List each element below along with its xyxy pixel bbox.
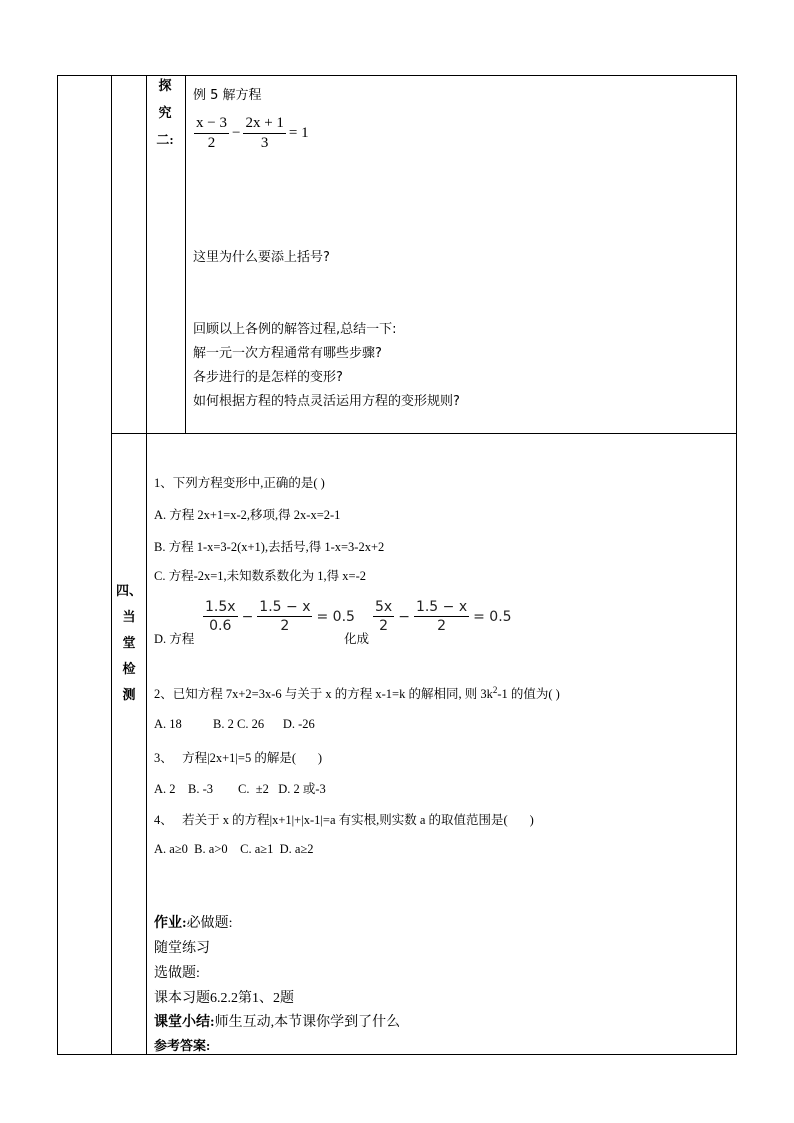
question-4-stem: 4、 若关于 x 的方程|x+1|+|x-1|=a 有实根,则实数 a 的取值范围是( ) bbox=[154, 813, 534, 827]
question-2-text-before: 2、已知方程 7x+2=3x-6 与关于 x 的方程 x-1=k 的解相同, 则 3k bbox=[154, 687, 493, 701]
numerator: 1.5 − x bbox=[415, 599, 468, 615]
label-char: 当 bbox=[122, 609, 136, 624]
review-line: 解一元一次方程通常有哪些步骤? bbox=[193, 346, 382, 361]
equation-rhs: = 0.5 bbox=[473, 608, 512, 625]
column-divider-3 bbox=[185, 75, 186, 434]
denominator: 2 bbox=[437, 618, 446, 634]
review-line: 如何根据方程的特点灵活运用方程的变形规则? bbox=[193, 394, 460, 409]
question-1-stem: 1、下列方程变形中,正确的是( ) bbox=[154, 476, 325, 490]
option-d-equation-1 bbox=[203, 599, 359, 634]
equation-rhs: = 1 bbox=[288, 125, 309, 141]
numerator: 1.5 − x bbox=[259, 599, 311, 615]
numerator: 1.5x bbox=[205, 599, 236, 615]
column-divider-1 bbox=[111, 75, 112, 1055]
denominator: 0.6 bbox=[209, 618, 232, 634]
label-char: 探 bbox=[158, 78, 172, 93]
label-char: 检 bbox=[122, 661, 136, 676]
question-1-option-c: C. 方程-2x=1,未知数系数化为 1,得 x=-2 bbox=[154, 569, 367, 583]
question-1-option-a: A. 方程 2x+1=x-2,移项,得 2x-x=2-1 bbox=[154, 508, 341, 522]
equation-rhs: = 0.5 bbox=[316, 608, 355, 625]
homework-required: 必做题: bbox=[186, 916, 233, 931]
option-d-equation-2 bbox=[373, 599, 516, 634]
fraction-1-numerator: x − 3 bbox=[194, 115, 229, 134]
answer-label: 参考答案: bbox=[154, 1038, 211, 1053]
bracket-question: 这里为什么要添上括号? bbox=[193, 250, 330, 265]
numerator: 5x bbox=[375, 599, 393, 615]
superscript: 2 bbox=[492, 684, 498, 695]
label-char: 二: bbox=[156, 132, 174, 147]
question-3-options: A. 2 B. -3 C. ±2 D. 2 或-3 bbox=[154, 782, 326, 796]
question-1-option-d-label: D. 方程 bbox=[154, 632, 195, 646]
minus-sign: − bbox=[241, 608, 254, 625]
summary-text: 师生互动,本节课你学到了什么 bbox=[214, 1015, 401, 1030]
question-1-option-b: B. 方程 1-x=3-2(x+1),去括号,得 1-x=3-2x+2 bbox=[154, 540, 385, 554]
label-char: 四、 bbox=[115, 583, 142, 598]
question-3-stem: 3、 方程|2x+1|=5 的解是( ) bbox=[154, 751, 323, 765]
option-d-transform-text: 化成 bbox=[344, 631, 370, 646]
question-4-options: A. a≥0 B. a>0 C. a≥1 D. a≥2 bbox=[154, 842, 314, 856]
fraction bbox=[373, 599, 394, 634]
example-title: 例 5 解方程 bbox=[193, 88, 262, 103]
denominator: 2 bbox=[379, 618, 389, 634]
column-divider-2 bbox=[146, 75, 147, 1055]
minus-sign: − bbox=[398, 608, 410, 625]
homework-exercise: 课本习题6.2.2第1、2题 bbox=[154, 991, 294, 1006]
table-bottom-border bbox=[57, 1054, 737, 1055]
question-2-stem bbox=[154, 684, 560, 702]
section-label-check bbox=[112, 578, 146, 708]
fraction bbox=[257, 599, 312, 634]
question-2-text-after: -1 的值为( ) bbox=[497, 687, 560, 701]
homework-heading bbox=[154, 912, 233, 932]
class-summary bbox=[154, 1011, 400, 1031]
homework-label: 作业: bbox=[154, 916, 187, 931]
homework-optional: 选做题: bbox=[154, 966, 200, 981]
fraction bbox=[414, 599, 469, 634]
fraction-2-denominator: 3 bbox=[260, 135, 269, 151]
section-label-explore bbox=[150, 72, 180, 153]
row-divider bbox=[111, 433, 737, 434]
fraction-2 bbox=[243, 115, 285, 152]
label-char: 究 bbox=[158, 105, 172, 120]
fraction bbox=[203, 599, 238, 634]
review-line: 各步进行的是怎样的变形? bbox=[193, 370, 343, 385]
homework-practice: 随堂练习 bbox=[154, 941, 210, 956]
fraction-2-numerator: 2x + 1 bbox=[243, 115, 285, 134]
fraction-1 bbox=[194, 115, 229, 152]
table-left-border bbox=[57, 75, 58, 1055]
label-char: 堂 bbox=[122, 635, 136, 650]
denominator: 2 bbox=[280, 618, 290, 634]
label-char: 测 bbox=[122, 687, 136, 702]
question-2-options: A. 18 B. 2 C. 26 D. -26 bbox=[154, 717, 315, 731]
minus-sign: − bbox=[231, 125, 241, 141]
example-equation bbox=[194, 115, 312, 152]
table-right-border bbox=[736, 75, 737, 1055]
fraction-1-denominator: 2 bbox=[207, 135, 216, 151]
review-line: 回顾以上各例的解答过程,总结一下: bbox=[193, 322, 397, 337]
summary-label: 课堂小结: bbox=[154, 1015, 215, 1030]
